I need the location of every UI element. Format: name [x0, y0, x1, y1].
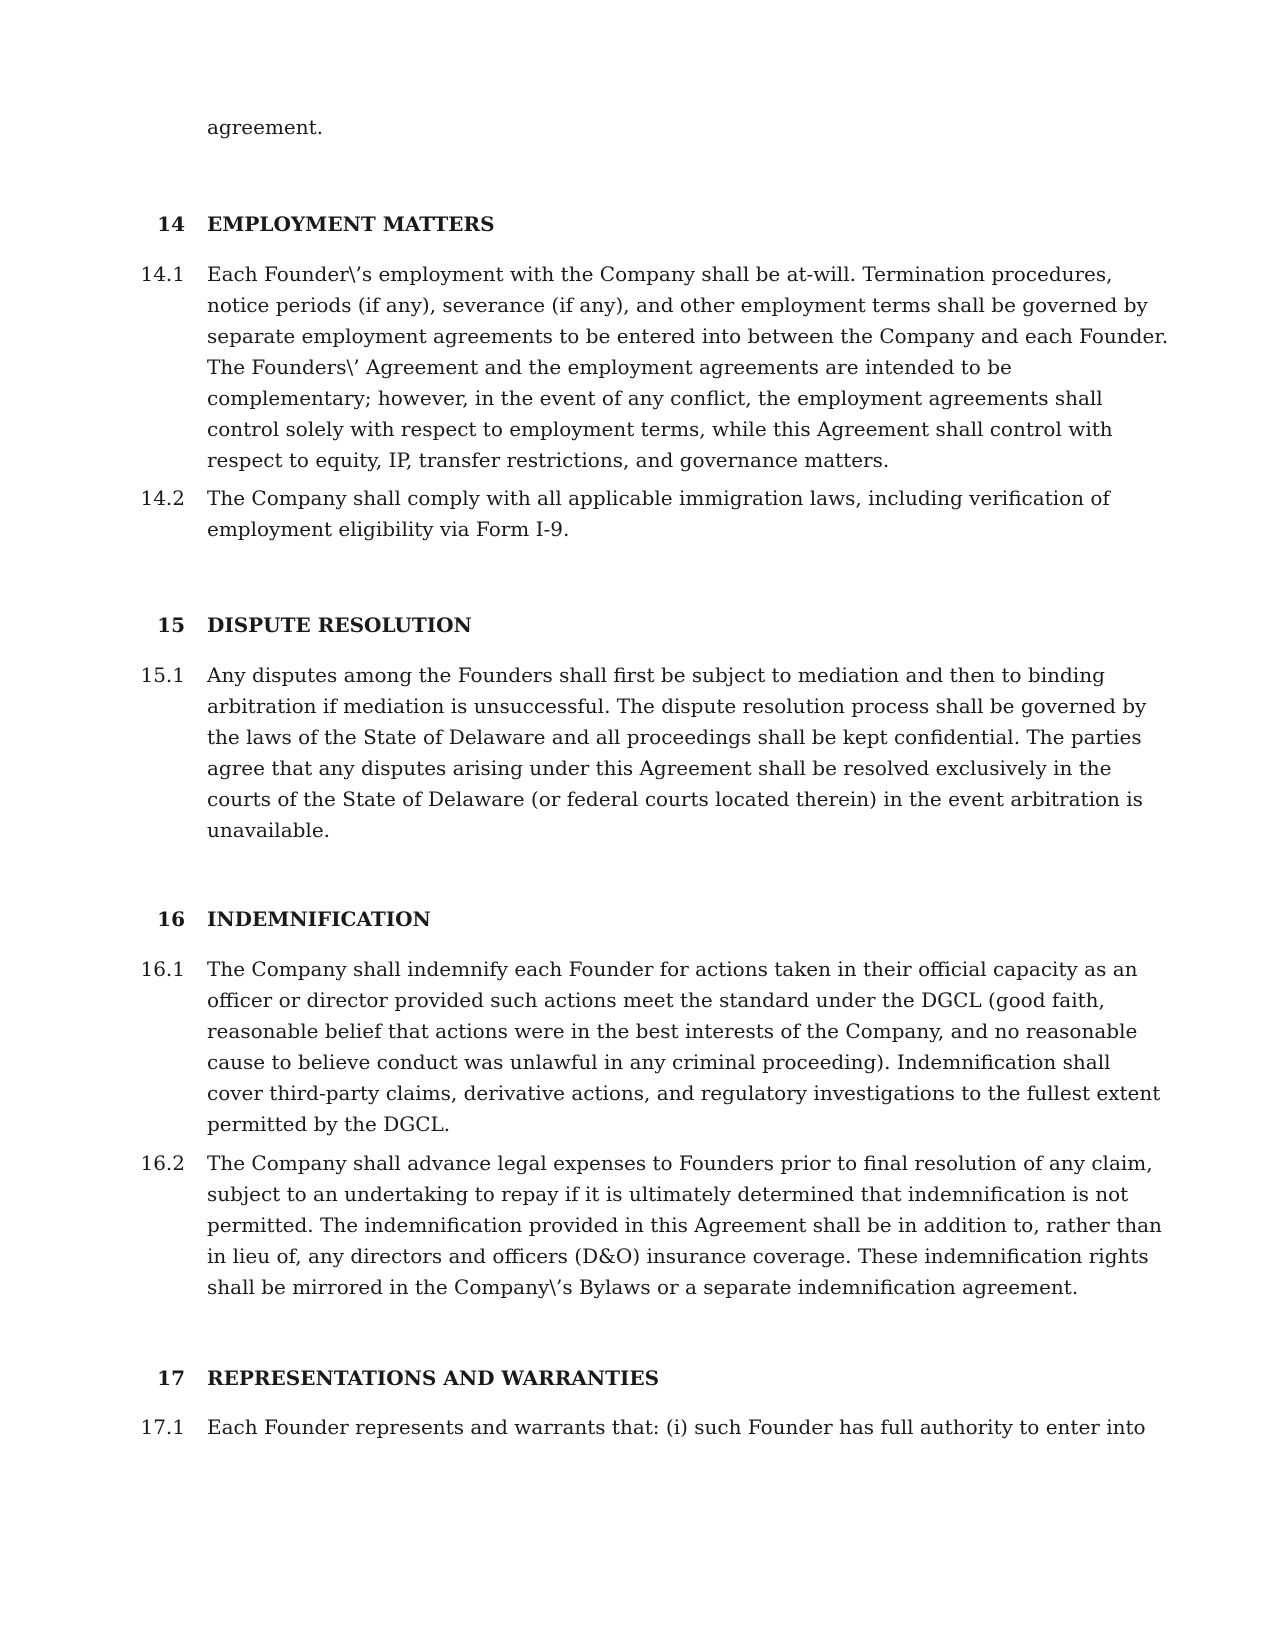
clause-line: control solely with respect to employment terms, while this Agreement shall control with — [207, 417, 1113, 441]
clause-line: Each Founder represents and warrants that: (i) such Founder has full authority to enter into — [207, 1415, 1146, 1439]
clause-line: The Company shall indemnify each Founder for actions taken in their official capacity as an — [207, 957, 1138, 981]
clause-number: 14.2 — [140, 486, 185, 510]
section-number: 17 — [157, 1366, 185, 1390]
clause-line: in lieu of, any directors and officers (D&O) insurance coverage. These indemnification rights — [207, 1244, 1149, 1268]
clause-line: shall be mirrored in the Company\’s Bylaws or a separate indemnification agreement. — [207, 1275, 1079, 1299]
clause-line: separate employment agreements to be entered into between the Company and each Founder. — [207, 324, 1169, 348]
clause-line: reasonable belief that actions were in the best interests of the Company, and no reasonable — [207, 1019, 1138, 1043]
section-number: 16 — [157, 907, 185, 931]
clause-line: The Founders\’ Agreement and the employment agreements are intended to be — [207, 355, 1012, 379]
clause-line: officer or director provided such actions meet the standard under the DGCL (good faith, — [207, 988, 1105, 1012]
section-number: 15 — [157, 613, 185, 637]
clause-number: 16.1 — [140, 957, 185, 981]
clause-line: subject to an undertaking to repay if it is ultimately determined that indemnification is not — [207, 1182, 1129, 1206]
clause-line: permitted by the DGCL. — [207, 1112, 451, 1136]
clause-text — [207, 954, 1161, 1140]
clause-number: 14.1 — [140, 262, 185, 286]
clause-line: respect to equity, IP, transfer restrictions, and governance matters. — [207, 448, 890, 472]
clause-line: complementary; however, in the event of any conflict, the employment agreements shall — [207, 386, 1103, 410]
section-title: INDEMNIFICATION — [207, 907, 431, 931]
clause-number: 16.2 — [140, 1151, 185, 1175]
section-number: 14 — [157, 212, 185, 236]
clause-line: Any disputes among the Founders shall first be subject to mediation and then to binding — [207, 663, 1105, 687]
section-title: DISPUTE RESOLUTION — [207, 613, 472, 637]
clause-line: The Company shall advance legal expenses to Founders prior to final resolution of any claim, — [207, 1151, 1153, 1175]
clause-line: agree that any disputes arising under this Agreement shall be resolved exclusively in the — [207, 756, 1112, 780]
clause-text — [207, 483, 1132, 545]
clause-line: cover third-party claims, derivative actions, and regulatory investigations to the fullest extent — [207, 1081, 1161, 1105]
clause-text — [207, 259, 1169, 476]
clause-line: cause to believe conduct was unlawful in any criminal proceeding). Indemnification shall — [207, 1050, 1111, 1074]
section-title: EMPLOYMENT MATTERS — [207, 212, 495, 236]
clause-line: courts of the State of Delaware (or federal courts located therein) in the event arbitration is — [207, 787, 1143, 811]
clause-line: Each Founder\’s employment with the Company shall be at-will. Termination procedures, — [207, 262, 1113, 286]
section-title: REPRESENTATIONS AND WARRANTIES — [207, 1366, 660, 1390]
clause-text — [207, 1412, 1146, 1443]
clause-line: permitted. The indemnification provided in this Agreement shall be in addition to, rather than — [207, 1213, 1162, 1237]
clause-line: notice periods (if any), severance (if any), and other employment terms shall be governed by — [207, 293, 1148, 317]
clause-line: unavailable. — [207, 818, 331, 842]
clause-line: the laws of the State of Delaware and all proceedings shall be kept confidential. The parties — [207, 725, 1142, 749]
clause-line: The Company shall comply with all applicable immigration laws, including verification of — [207, 486, 1110, 510]
clause-number: 17.1 — [140, 1415, 185, 1439]
clause-text — [207, 1148, 1162, 1303]
continuation-text: agreement. — [207, 115, 324, 139]
clause-line: arbitration if mediation is unsuccessful. The dispute resolution process shall be governed by — [207, 694, 1147, 718]
clause-line: employment eligibility via Form I-9. — [207, 517, 570, 541]
clause-number: 15.1 — [140, 663, 185, 687]
clause-text — [207, 660, 1147, 846]
